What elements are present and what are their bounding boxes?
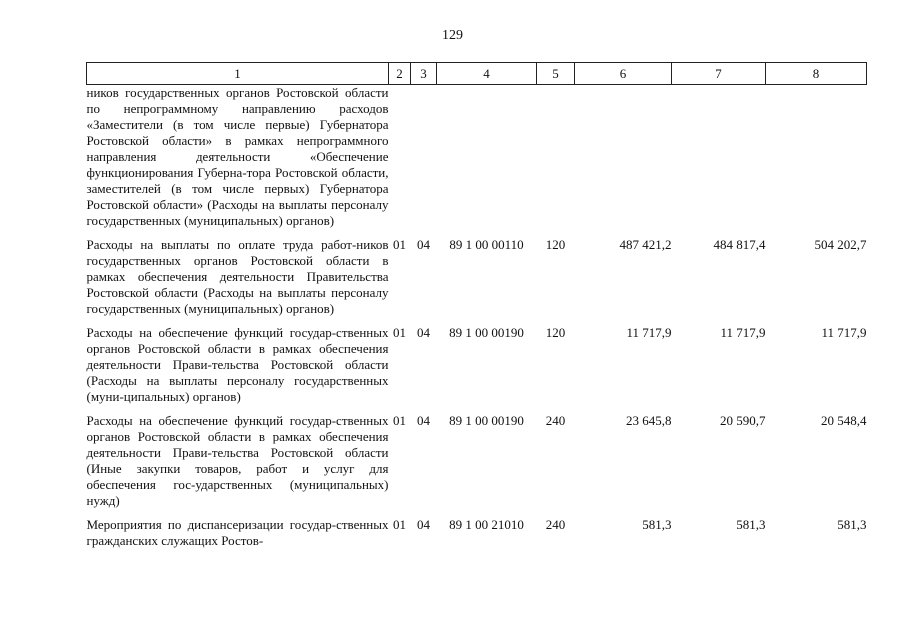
row-value-col6 <box>575 85 672 238</box>
row-expense-type: 120 <box>545 237 566 252</box>
row-value-col7: 581,3 <box>736 517 766 532</box>
table-row <box>87 413 867 517</box>
row-target-code: 89 1 00 00190 <box>449 413 524 428</box>
row-subsection: 04 <box>417 237 430 252</box>
column-header-4: 4 <box>437 63 537 85</box>
row-subsection <box>411 85 437 238</box>
row-description: Мероприятия по диспансеризации государ-ственных гражданских служащих Ростов- <box>86 517 389 548</box>
row-value-col7: 11 717,9 <box>720 325 766 340</box>
column-header-1: 1 <box>87 63 389 85</box>
row-subsection: 04 <box>417 413 430 428</box>
table-row <box>87 85 867 238</box>
row-expense-type: 240 <box>545 517 566 532</box>
row-value-col6: 23 645,8 <box>626 413 672 428</box>
row-value-col8: 11 717,9 <box>821 325 867 340</box>
row-target-code: 89 1 00 00190 <box>449 325 524 340</box>
row-expense-type <box>537 85 575 238</box>
table-row <box>87 237 867 325</box>
row-value-col8: 504 202,7 <box>814 237 867 252</box>
row-section: 01 <box>393 517 406 532</box>
table-header-row <box>87 63 867 85</box>
row-target-code <box>437 85 537 238</box>
column-header-5: 5 <box>537 63 575 85</box>
row-value-col8: 20 548,4 <box>821 413 867 428</box>
row-section: 01 <box>393 325 406 340</box>
row-value-col8 <box>766 85 867 238</box>
row-value-col7: 484 817,4 <box>713 237 766 252</box>
row-expense-type: 240 <box>545 413 566 428</box>
row-expense-type: 120 <box>545 325 566 340</box>
page-number: 129 <box>442 28 463 43</box>
row-value-col6: 11 717,9 <box>626 325 672 340</box>
column-header-7: 7 <box>672 63 766 85</box>
row-target-code: 89 1 00 21010 <box>449 517 524 532</box>
table-row <box>87 325 867 413</box>
row-subsection: 04 <box>417 517 430 532</box>
table-row <box>87 517 867 549</box>
row-section: 01 <box>393 237 406 252</box>
row-value-col8: 581,3 <box>837 517 867 532</box>
row-value-col6: 581,3 <box>642 517 672 532</box>
row-target-code: 89 1 00 00110 <box>449 237 524 252</box>
row-value-col6: 487 421,2 <box>619 237 672 252</box>
row-description: ников государственных органов Ростовской области по непрограммному направлению расходов «Заместители (в том числе первые) Губернатора Ростовской области» в рамках непрограммного направления деятельности «Обеспечение функционирования Губерна-тора Ростовской области, заместителей (в том числе первых) Губернатора Ростовской области» (Расходы на выплаты персоналу государственных (муниципальных) органов) <box>86 85 389 228</box>
row-description: Расходы на выплаты по оплате труда работ-ников государственных органов Ростовской области в рамках обеспечения деятельности Правительства Ростовской области (Расходы на выплаты персоналу государственных (муниципальных) органов) <box>86 237 389 316</box>
row-subsection: 04 <box>417 325 430 340</box>
column-header-2: 2 <box>389 63 411 85</box>
column-header-6: 6 <box>575 63 672 85</box>
row-section: 01 <box>393 413 406 428</box>
row-description: Расходы на обеспечение функций государ-ственных органов Ростовской области в рамках обеспечения деятельности Прави-тельства Ростовской области (Расходы на выплаты персоналу государственных (муни-ципальных) органов) <box>86 325 389 404</box>
row-value-col7 <box>672 85 766 238</box>
row-description: Расходы на обеспечение функций государ-ственных органов Ростовской области в рамках обеспечения деятельности Прави-тельства Ростовской области (Иные закупки товаров, работ и услуг для обеспечения гос-ударственных (муниципальных) нужд) <box>86 413 389 508</box>
row-section <box>389 85 411 238</box>
column-header-8: 8 <box>766 63 867 85</box>
column-header-3: 3 <box>411 63 437 85</box>
budget-table <box>86 62 867 549</box>
row-value-col7: 20 590,7 <box>720 413 766 428</box>
